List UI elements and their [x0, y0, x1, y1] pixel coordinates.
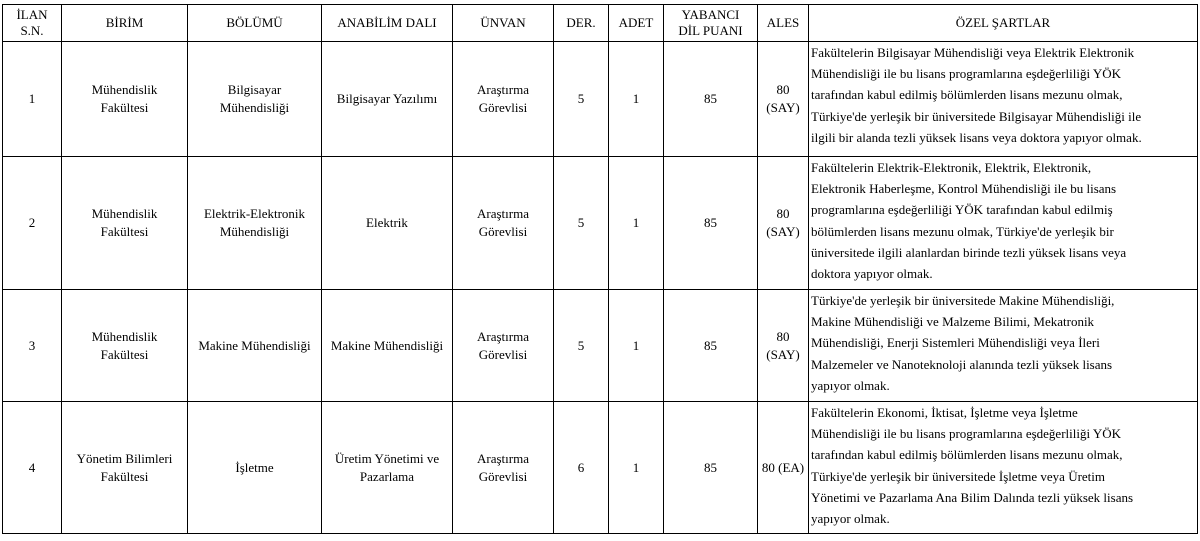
cell-bolumu: Makine Mühendisliği [188, 290, 322, 402]
cell-anabilim-dali: Üretim Yönetimi ve Pazarlama [322, 402, 453, 534]
cell-anabilim-dali: Bilgisayar Yazılımı [322, 42, 453, 157]
cell-ales: 80 (SAY) [758, 157, 809, 290]
positions-table [2, 4, 1198, 534]
cell-der: 6 [554, 402, 609, 534]
header-adet: ADET [609, 5, 664, 42]
header-ozel-sartlar: ÖZEL ŞARTLAR [809, 5, 1198, 42]
cell-yabanci-dil-puani: 85 [664, 402, 758, 534]
cell-sn: 3 [3, 290, 62, 402]
cell-ozel-sartlar: Fakültelerin Elektrik-Elektronik, Elektrik, Elektronik, Elektronik Haberleşme, Kontrol Mühendisliği ile bu lisans programlarına eşdeğerliliği YÖK tarafından kabul edilmiş bölümlerden lisans mezunu olmak, Türkiye'de yerleşik bir üniversitede ilgili alanlardan birinde tezli yüksek lisans veya doktora yapıyor olmak. [809, 157, 1198, 290]
cell-sn: 1 [3, 42, 62, 157]
header-yabanci-dil-puani: YABANCI DİL PUANI [664, 5, 758, 42]
cell-birim: Mühendislik Fakültesi [62, 157, 188, 290]
header-unvan: ÜNVAN [453, 5, 554, 42]
cell-ales: 80 (EA) [758, 402, 809, 534]
cell-ozel-sartlar: Fakültelerin Bilgisayar Mühendisliği veya Elektrik Elektronik Mühendisliği ile bu lisans programlarına eşdeğerliliği YÖK tarafından kabul edilmiş bölümlerden lisans mezunu olmak, Türkiye'de yerleşik bir üniversitede Bilgisayar Mühendisliği ile ilgili bir alanda tezli yüksek lisans veya doktora yapıyor olmak. [809, 42, 1198, 157]
cell-unvan: Araştırma Görevlisi [453, 402, 554, 534]
cell-adet: 1 [609, 402, 664, 534]
header-row [3, 5, 1198, 42]
cell-bolumu: Elektrik-Elektronik Mühendisliği [188, 157, 322, 290]
table-row [3, 157, 1198, 290]
cell-unvan: Araştırma Görevlisi [453, 290, 554, 402]
cell-ozel-sartlar: Fakültelerin Ekonomi, İktisat, İşletme veya İşletme Mühendisliği ile bu lisans programlarına eşdeğerliliği YÖK tarafından kabul edilmiş bölümlerden lisans mezunu olmak, Türkiye'de yerleşik bir üniversitede İşletme veya Üretim Yönetimi ve Pazarlama Ana Bilim Dalında tezli yüksek lisans yapıyor olmak. [809, 402, 1198, 534]
cell-adet: 1 [609, 290, 664, 402]
cell-bolumu: Bilgisayar Mühendisliği [188, 42, 322, 157]
cell-anabilim-dali: Elektrik [322, 157, 453, 290]
cell-der: 5 [554, 157, 609, 290]
cell-der: 5 [554, 42, 609, 157]
cell-der: 5 [554, 290, 609, 402]
cell-anabilim-dali: Makine Mühendisliği [322, 290, 453, 402]
cell-birim: Mühendislik Fakültesi [62, 42, 188, 157]
header-der: DER. [554, 5, 609, 42]
cell-sn: 4 [3, 402, 62, 534]
cell-bolumu: İşletme [188, 402, 322, 534]
cell-adet: 1 [609, 157, 664, 290]
header-bolumu: BÖLÜMÜ [188, 5, 322, 42]
cell-unvan: Araştırma Görevlisi [453, 157, 554, 290]
header-birim: BİRİM [62, 5, 188, 42]
cell-birim: Yönetim Bilimleri Fakültesi [62, 402, 188, 534]
header-anabilim-dali: ANABİLİM DALI [322, 5, 453, 42]
header-ilan-sn: İLAN S.N. [3, 5, 62, 42]
table-row [3, 290, 1198, 402]
table-row [3, 42, 1198, 157]
cell-ales: 80 (SAY) [758, 290, 809, 402]
cell-sn: 2 [3, 157, 62, 290]
cell-ozel-sartlar: Türkiye'de yerleşik bir üniversitede Makine Mühendisliği, Makine Mühendisliği ve Malzeme Bilimi, Mekatronik Mühendisliği, Enerji Sistemleri Mühendisliği veya İleri Malzemeler ve Nanoteknoloji alanında tezli yüksek lisans yapıyor olmak. [809, 290, 1198, 402]
cell-yabanci-dil-puani: 85 [664, 290, 758, 402]
cell-yabanci-dil-puani: 85 [664, 157, 758, 290]
cell-birim: Mühendislik Fakültesi [62, 290, 188, 402]
cell-yabanci-dil-puani: 85 [664, 42, 758, 157]
cell-ales: 80 (SAY) [758, 42, 809, 157]
cell-unvan: Araştırma Görevlisi [453, 42, 554, 157]
cell-adet: 1 [609, 42, 664, 157]
table-row [3, 402, 1198, 534]
header-ales: ALES [758, 5, 809, 42]
